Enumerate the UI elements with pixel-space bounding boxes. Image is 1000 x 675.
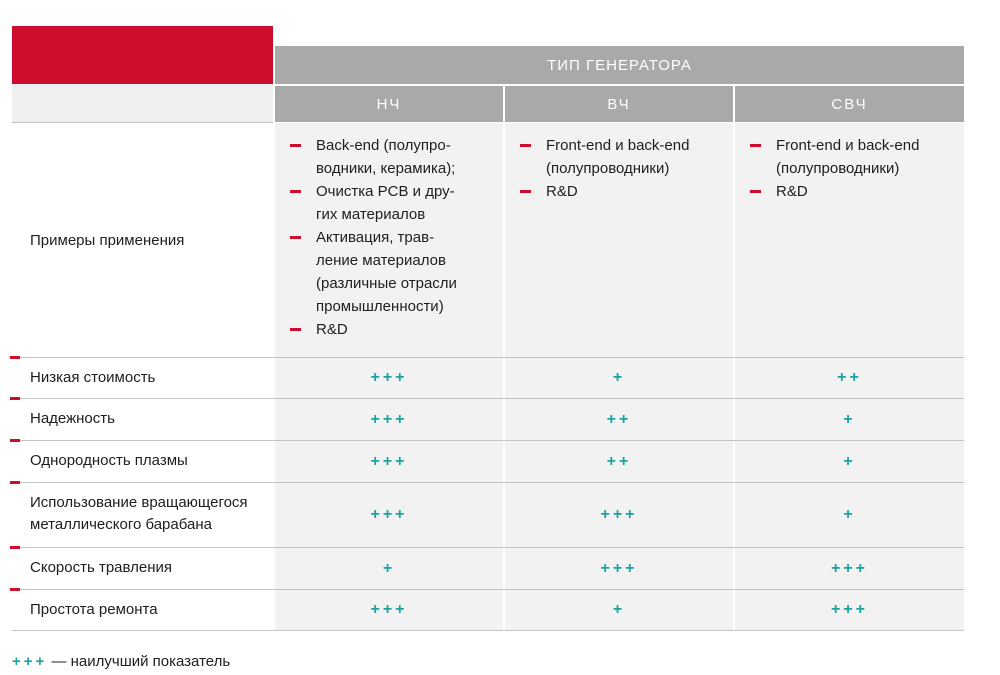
- red-tick-marker: [10, 546, 20, 549]
- dash-icon: [290, 328, 301, 331]
- list-item: Back-end (полупро- водники, керамика);: [290, 134, 500, 180]
- header-left-blank: [12, 84, 273, 123]
- rating-cell: +++: [600, 559, 638, 577]
- dash-icon: [520, 190, 531, 193]
- list-item: R&D: [520, 180, 730, 203]
- list-item: R&D: [290, 318, 500, 341]
- applications-list-lf: [290, 134, 500, 341]
- list-item: Активация, трав- ление материалов (различные отрасли промышленности): [290, 226, 500, 318]
- legend-text: — наилучший показатель: [47, 653, 231, 670]
- rating-cell: +: [843, 506, 856, 523]
- rating-cell: ++: [837, 369, 862, 386]
- legend: [12, 653, 230, 670]
- dash-icon: [290, 144, 301, 147]
- rating-cell: +: [382, 559, 396, 577]
- applications-list-mw: [750, 134, 960, 203]
- dash-icon: [750, 144, 761, 147]
- rating-cell: +++: [370, 601, 408, 618]
- column-header-hf: ВЧ: [505, 86, 733, 122]
- row-label-rotating-drum: Использование вращающегося металлического барабана: [30, 494, 248, 533]
- applications-list-hf: [520, 134, 730, 203]
- row-divider: [12, 630, 964, 631]
- row-label-reliability: Надежность: [30, 410, 115, 427]
- list-item: Очистка PCB и дру- гих материалов: [290, 180, 500, 226]
- red-tick-marker: [10, 481, 20, 484]
- rating-cell: +: [843, 452, 856, 470]
- column-header-mw: СВЧ: [735, 86, 964, 122]
- rating-cell: +: [843, 410, 856, 428]
- row-label-applications: Примеры применения: [30, 232, 185, 249]
- red-tick-marker: [10, 439, 20, 442]
- rating-cell: +++: [830, 601, 869, 618]
- generator-type-header: ТИП ГЕНЕРАТОРА: [275, 46, 964, 84]
- list-item: Front-end и back-end (полупроводники): [750, 134, 960, 180]
- rating-cell: +++: [830, 559, 869, 577]
- row-label-plasma-uniformity: Однородность плазмы: [30, 452, 188, 469]
- rating-cell: ++: [606, 452, 632, 470]
- red-header-block: [12, 26, 273, 84]
- dash-icon: [750, 190, 761, 193]
- rating-cell: +++: [370, 369, 408, 386]
- rating-cell: ++: [606, 410, 632, 428]
- dash-icon: [290, 236, 301, 239]
- red-tick-marker: [10, 397, 20, 400]
- column-header-lf: НЧ: [275, 86, 503, 122]
- rating-cell: +++: [600, 506, 638, 523]
- rating-cell: +++: [370, 410, 408, 428]
- row-label-low-cost: Низкая стоимость: [30, 369, 156, 386]
- rating-cell: +: [612, 369, 626, 386]
- rating-cell: +++: [370, 506, 408, 523]
- red-tick-marker: [10, 588, 20, 591]
- list-item: R&D: [750, 180, 960, 203]
- rating-cell: +: [612, 601, 626, 618]
- list-item: Front-end и back-end (полупроводники): [520, 134, 730, 180]
- dash-icon: [290, 190, 301, 193]
- row-label-ease-of-repair: Простота ремонта: [30, 601, 158, 618]
- red-tick-marker: [10, 356, 20, 359]
- dash-icon: [520, 144, 531, 147]
- legend-symbol: +++: [12, 653, 48, 670]
- rating-cell: +++: [370, 452, 408, 470]
- row-label-etch-rate: Скорость травления: [30, 559, 173, 576]
